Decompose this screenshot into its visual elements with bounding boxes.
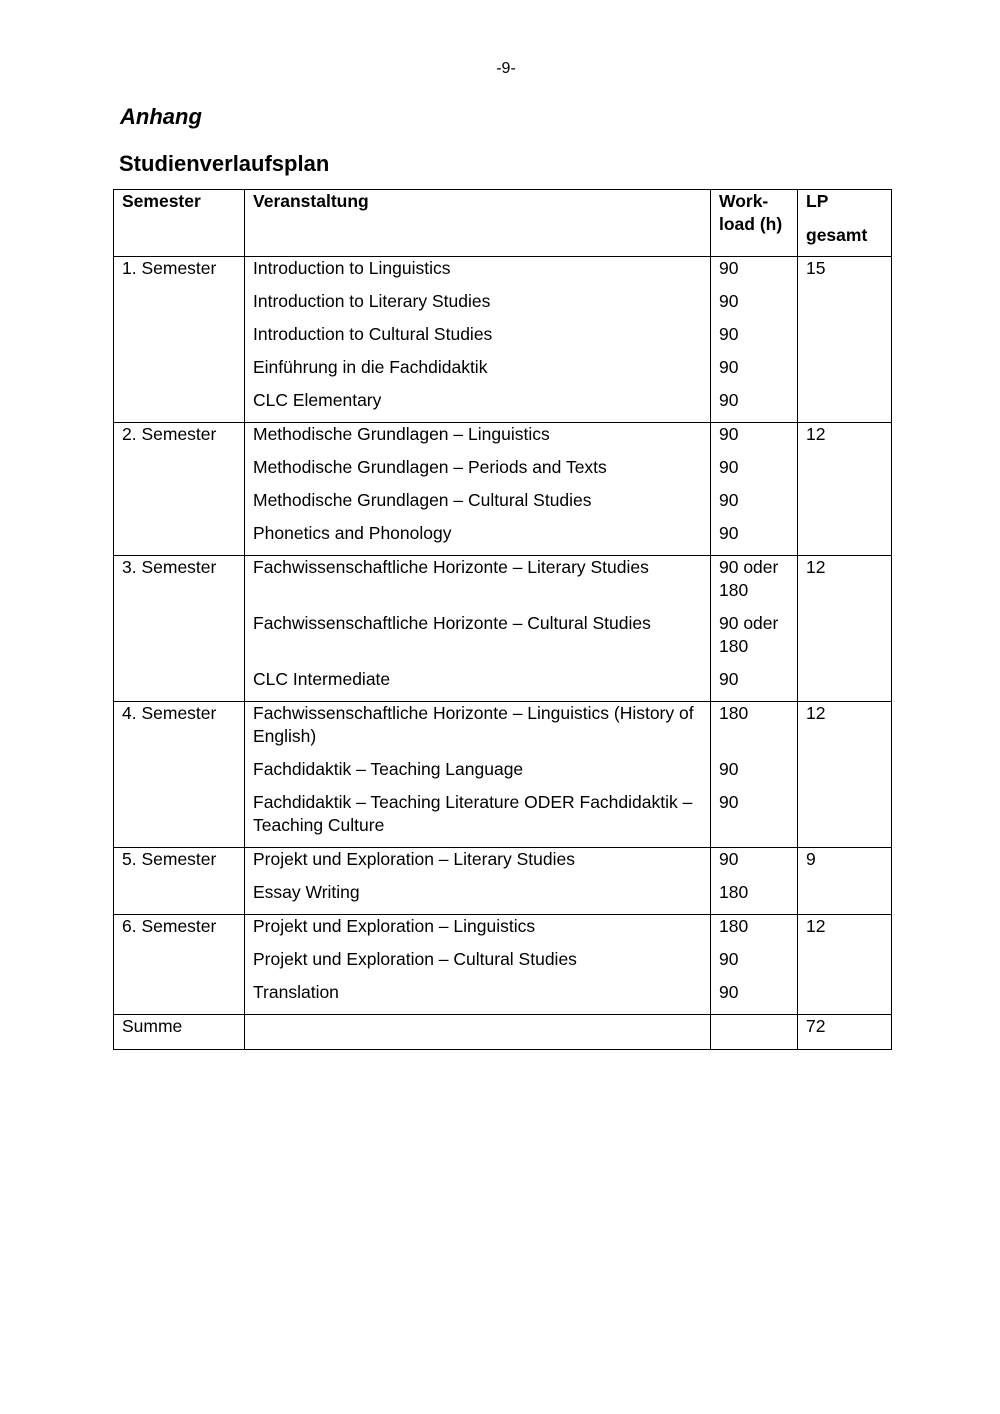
course-cell: Phonetics and Phonology (245, 522, 711, 556)
workload-cell: 180 (711, 881, 798, 915)
course-cell: Fachwissenschaftliche Horizonte – Linguistics (History of English) (245, 702, 711, 759)
table-row (114, 522, 892, 556)
course-cell: Methodische Grundlagen – Linguistics (245, 423, 711, 457)
semester-cell (114, 522, 245, 556)
header-workload: Work- load (h) (711, 190, 798, 257)
semester-cell (114, 981, 245, 1015)
course-cell: Introduction to Literary Studies (245, 290, 711, 323)
table-row (114, 456, 892, 489)
workload-cell: 90 (711, 356, 798, 389)
semester-group (114, 556, 892, 702)
workload-cell: 90 (711, 948, 798, 981)
semester-cell (114, 791, 245, 848)
lp-cell (798, 522, 892, 556)
workload-cell: 90 (711, 389, 798, 423)
course-cell: Methodische Grundlagen – Periods and Texts (245, 456, 711, 489)
table-header-row (114, 190, 892, 257)
lp-cell: 12 (798, 423, 892, 457)
total-label-cell: Summe (114, 1015, 245, 1050)
semester-group (114, 848, 892, 915)
table-row (114, 915, 892, 949)
total-group (114, 1015, 892, 1050)
course-cell: Methodische Grundlagen – Cultural Studies (245, 489, 711, 522)
workload-cell: 90 (711, 257, 798, 291)
workload-cell: 90 (711, 290, 798, 323)
course-cell: Translation (245, 981, 711, 1015)
workload-cell: 90 (711, 323, 798, 356)
workload-cell: 180 (711, 915, 798, 949)
total-lp-cell: 72 (798, 1015, 892, 1050)
course-cell: Projekt und Exploration – Literary Studies (245, 848, 711, 882)
semester-cell: 6. Semester (114, 915, 245, 949)
table-row (114, 612, 892, 668)
course-cell: Fachdidaktik – Teaching Language (245, 758, 711, 791)
semester-group (114, 257, 892, 423)
header-semester: Semester (114, 190, 245, 257)
lp-cell (798, 791, 892, 848)
semester-cell (114, 356, 245, 389)
course-cell: Fachwissenschaftliche Horizonte – Cultural Studies (245, 612, 711, 668)
semester-cell: 1. Semester (114, 257, 245, 291)
table-row (114, 948, 892, 981)
lp-cell: 12 (798, 556, 892, 613)
course-cell: Fachwissenschaftliche Horizonte – Literary Studies (245, 556, 711, 613)
header-lp (798, 190, 892, 257)
workload-cell: 90 (711, 522, 798, 556)
course-cell: Introduction to Cultural Studies (245, 323, 711, 356)
course-cell: Einführung in die Fachdidaktik (245, 356, 711, 389)
semester-cell (114, 290, 245, 323)
table-row (114, 290, 892, 323)
workload-cell: 180 (711, 702, 798, 759)
table-row (114, 356, 892, 389)
total-course-cell (245, 1015, 711, 1050)
semester-cell (114, 612, 245, 668)
lp-cell (798, 489, 892, 522)
workload-cell: 90 oder 180 (711, 612, 798, 668)
lp-cell (798, 389, 892, 423)
semester-group (114, 423, 892, 556)
semester-cell: 2. Semester (114, 423, 245, 457)
workload-cell: 90 (711, 668, 798, 702)
semester-group (114, 702, 892, 848)
lp-cell (798, 456, 892, 489)
lp-cell (798, 290, 892, 323)
lp-cell (798, 981, 892, 1015)
table-row (114, 668, 892, 702)
lp-cell (798, 948, 892, 981)
course-cell: Essay Writing (245, 881, 711, 915)
study-plan-heading: Studienverlaufsplan (119, 151, 330, 176)
workload-cell: 90 (711, 848, 798, 882)
table-row (114, 702, 892, 759)
table-row (114, 389, 892, 423)
table-row (114, 556, 892, 613)
header-lp-line2: gesamt (806, 225, 868, 245)
page-number: -9- (496, 60, 516, 77)
appendix-heading: Anhang (120, 104, 202, 129)
lp-cell (798, 881, 892, 915)
semester-cell (114, 881, 245, 915)
course-cell: CLC Intermediate (245, 668, 711, 702)
lp-cell (798, 668, 892, 702)
lp-cell (798, 758, 892, 791)
course-cell: Fachdidaktik – Teaching Literature ODER Fachdidaktik – Teaching Culture (245, 791, 711, 848)
header-course: Veranstaltung (245, 190, 711, 257)
table-row (114, 881, 892, 915)
lp-cell (798, 323, 892, 356)
semester-group (114, 915, 892, 1015)
lp-cell: 12 (798, 915, 892, 949)
lp-cell (798, 612, 892, 668)
workload-cell: 90 (711, 456, 798, 489)
course-cell: Introduction to Linguistics (245, 257, 711, 291)
workload-cell: 90 (711, 981, 798, 1015)
semester-cell (114, 668, 245, 702)
workload-cell: 90 (711, 423, 798, 457)
table-row (114, 758, 892, 791)
semester-cell (114, 456, 245, 489)
semester-cell: 4. Semester (114, 702, 245, 759)
lp-cell: 9 (798, 848, 892, 882)
workload-cell: 90 (711, 791, 798, 848)
total-workload-cell (711, 1015, 798, 1050)
semester-cell (114, 323, 245, 356)
semester-cell: 3. Semester (114, 556, 245, 613)
header-lp-line1: LP (806, 191, 829, 211)
semester-cell (114, 948, 245, 981)
semester-cell (114, 389, 245, 423)
table-row (114, 489, 892, 522)
lp-cell (798, 356, 892, 389)
workload-cell: 90 oder 180 (711, 556, 798, 613)
semester-cell (114, 758, 245, 791)
course-cell: Projekt und Exploration – Linguistics (245, 915, 711, 949)
table-row (114, 257, 892, 291)
workload-cell: 90 (711, 758, 798, 791)
table-row (114, 848, 892, 882)
table-row (114, 791, 892, 848)
table-row (114, 323, 892, 356)
semester-cell (114, 489, 245, 522)
table-row (114, 423, 892, 457)
semester-cell: 5. Semester (114, 848, 245, 882)
lp-cell: 15 (798, 257, 892, 291)
study-plan-table (113, 189, 892, 1050)
table-row (114, 981, 892, 1015)
course-cell: Projekt und Exploration – Cultural Studies (245, 948, 711, 981)
total-row (114, 1015, 892, 1050)
lp-cell: 12 (798, 702, 892, 759)
workload-cell: 90 (711, 489, 798, 522)
course-cell: CLC Elementary (245, 389, 711, 423)
